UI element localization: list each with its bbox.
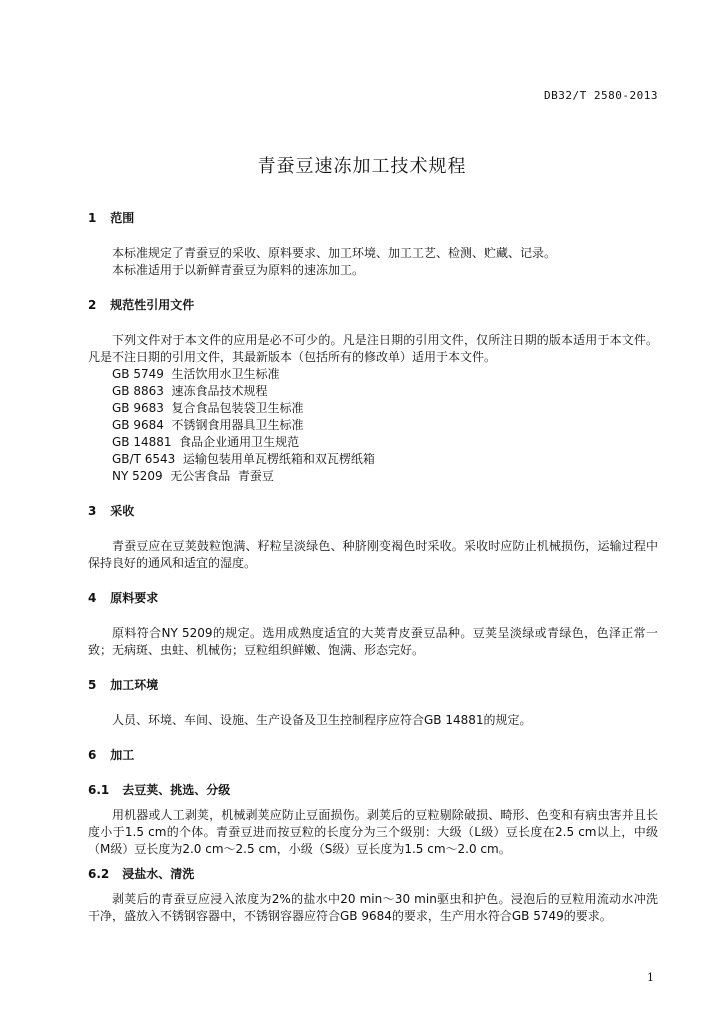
reference-item: GB 14881 食品企业通用卫生规范	[112, 435, 300, 449]
paragraph: 剥荚后的青蚕豆应浸入浓度为2%的盐水中20 min～30 min驱虫和护色。浸泡后的豆粒用流动水冲洗干净，盛放入不锈钢容器中，不锈钢容器应符合GB 9684的要求，生产用水符合GB 5749的要求。	[88, 892, 658, 923]
subsection-heading: 6.2 浸盐水、清洗	[88, 867, 195, 881]
section-heading: 5 加工环境	[88, 678, 159, 692]
section-heading: 1 范围	[88, 211, 135, 225]
reference-item: GB 9683 复合食品包装袋卫生标准	[112, 401, 304, 415]
paragraph: 青蚕豆应在豆荚鼓粒饱满、籽粒呈淡绿色、种脐刚变褐色时采收。采收时应防止机械损伤，运输过程中保持良好的通风和适宜的湿度。	[88, 539, 658, 570]
reference-item: GB 8863 速冻食品技术规程	[112, 384, 268, 398]
reference-item: GB 9684 不锈钢食用器具卫生标准	[112, 418, 304, 432]
paragraph: 本标准适用于以新鲜青蚕豆为原料的速冻加工。	[112, 263, 365, 277]
reference-item: GB/T 6543 运输包装用单瓦楞纸箱和双瓦楞纸箱	[112, 452, 375, 466]
section-heading: 6 加工	[88, 748, 135, 762]
paragraph: 原料符合NY 5209的规定。选用成熟度适宜的大荚青皮蚕豆品种。豆荚呈淡绿或青绿色，色泽正常一致；无病斑、虫蛀、机械伤；豆粒组织鲜嫩、饱满、形态完好。	[88, 626, 658, 657]
paragraph: 本标准规定了青蚕豆的采收、原料要求、加工环境、加工工艺、检测、贮藏、记录。	[112, 246, 557, 260]
section-heading: 4 原料要求	[88, 591, 159, 605]
section-heading: 3 采收	[88, 504, 135, 518]
section-heading: 2 规范性引用文件	[88, 298, 195, 312]
paragraph: 人员、环境、车间、设施、生产设备及卫生控制程序应符合GB 14881的规定。	[112, 713, 532, 727]
reference-item: NY 5209 无公害食品 青蚕豆	[112, 469, 274, 483]
reference-item: GB 5749 生活饮用水卫生标准	[112, 367, 280, 381]
subsection-heading: 6.1 去豆荚、挑选、分级	[88, 783, 231, 797]
document-body	[88, 210, 658, 925]
standard-code: DB32/T 2580-2013	[544, 89, 658, 102]
paragraph: 下列文件对于本文件的应用是必不可少的。凡是注日期的引用文件，仅所注日期的版本适用于本文件。凡是不注日期的引用文件，其最新版本（包括所有的修改单）适用于本文件。	[88, 333, 658, 364]
paragraph: 用机器或人工剥荚，机械剥荚应防止豆面损伤。剥荚后的豆粒剔除破损、畸形、色变和有病虫害并且长度小于1.5 cm的个体。青蚕豆进而按豆粒的长度分为三个级别：大级（L级）豆长度在2.5 cm以上，中级（M级）豆长度为2.0 cm～2.5 cm，小级（S级）豆长度为1.5 cm～2.0 cm。	[88, 808, 658, 856]
document-title: 青蚕豆速冻加工技术规程	[257, 156, 467, 177]
page-number: 1	[647, 971, 654, 984]
